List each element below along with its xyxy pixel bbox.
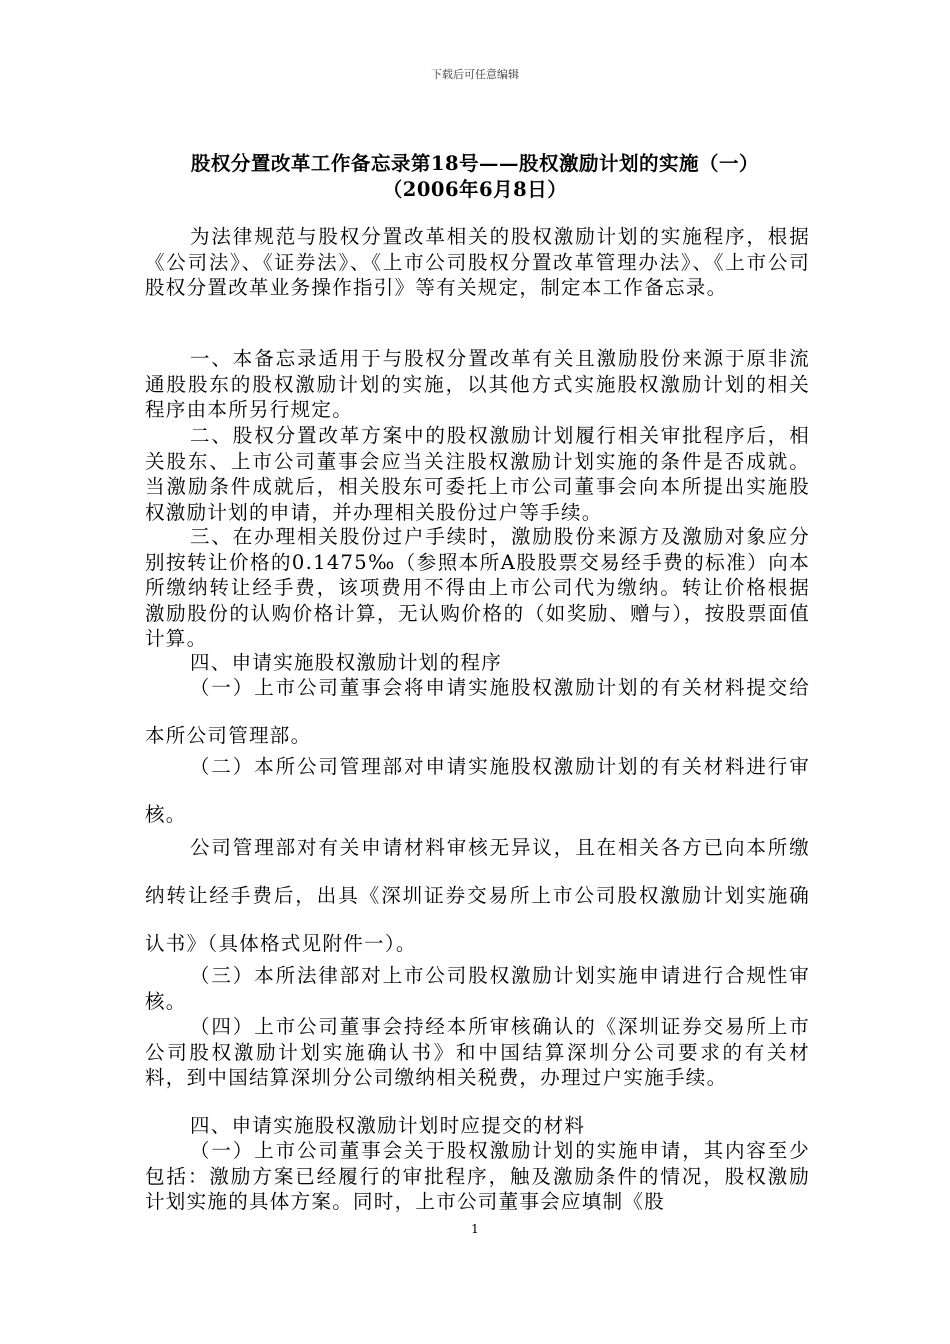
section-heading-materials: 四、申请实施股权激励计划时应提交的材料 [190, 1114, 586, 1137]
page-header: 下载后可任意编辑 [431, 68, 519, 81]
paragraph-article-3: 三、在办理相关股份过户手续时，激励股份来源方及激励对象应分别按转让价格的0.1475‰（参照本所A股股票交易经手费的标准）向本所缴纳转让经手费，该项费用不得由上市公司代为缴纳。转让价格根据激励股份的认购价格计算，无认购价格的（如奖励、赠与），按股票面值计算。 [145, 525, 810, 650]
paragraph-procedure-1: （一）上市公司董事会将申请实施股权激励计划的有关材料提交给本所公司管理部。 [145, 676, 810, 747]
paragraph-article-1: 一、本备忘录适用于与股权分置改革有关且激励股份来源于原非流通股股东的股权激励计划的实施，以其他方式实施股权激励计划的相关程序由本所另行规定。 [145, 347, 810, 421]
paragraph-procedure-4: （四）上市公司董事会持经本所审核确认的《深圳证券交易所上市公司股权激励计划实施确认书》和中国结算深圳分公司要求的有关材料，到中国结算深圳分公司缴纳相关税费，办理过户实施手续。 [145, 1015, 810, 1089]
section-heading-procedure: 四、申请实施股权激励计划的程序 [190, 651, 503, 674]
document-title: 股权分置改革工作备忘录第18号——股权激励计划的实施（一） [190, 152, 760, 175]
paragraph-procedure-3: （三）本所法律部对上市公司股权激励计划实施申请进行合规性审核。 [145, 964, 810, 1013]
page-number: 1 [471, 1222, 479, 1236]
paragraph-intro: 为法律规范与股权分置改革相关的股权激励计划的实施程序，根据《公司法》、《证券法》、《上市公司股权分置改革管理办法》、《上市公司股权分置改革业务操作指引》等有关规定，制定本工作备忘录。 [145, 225, 810, 299]
paragraph-procedure-review: 公司管理部对有关申请材料审核无异议，且在相关各方已向本所缴纳转让经手费后，出具《深圳证券交易所上市公司股权激励计划实施确认书》（具体格式见附件一）。 [145, 836, 810, 955]
paragraph-article-2: 二、股权分置改革方案中的股权激励计划履行相关审批程序后，相关股东、上市公司董事会应当关注股权激励计划实施的条件是否成就。当激励条件成就后，相关股东可委托上市公司董事会向本所提出实施股权激励计划的申请，并办理相关股份过户等手续。 [145, 424, 810, 524]
document-date: （2006年6月8日） [382, 178, 568, 201]
paragraph-materials-1: （一）上市公司董事会关于股权激励计划的实施申请，其内容至少包括：激励方案已经履行的审批程序，触及激励条件的情况，股权激励计划实施的具体方案。同时，上市公司董事会应填制《股 [145, 1139, 810, 1213]
paragraph-procedure-2: （二）本所公司管理部对申请实施股权激励计划的有关材料进行审核。 [145, 755, 810, 826]
